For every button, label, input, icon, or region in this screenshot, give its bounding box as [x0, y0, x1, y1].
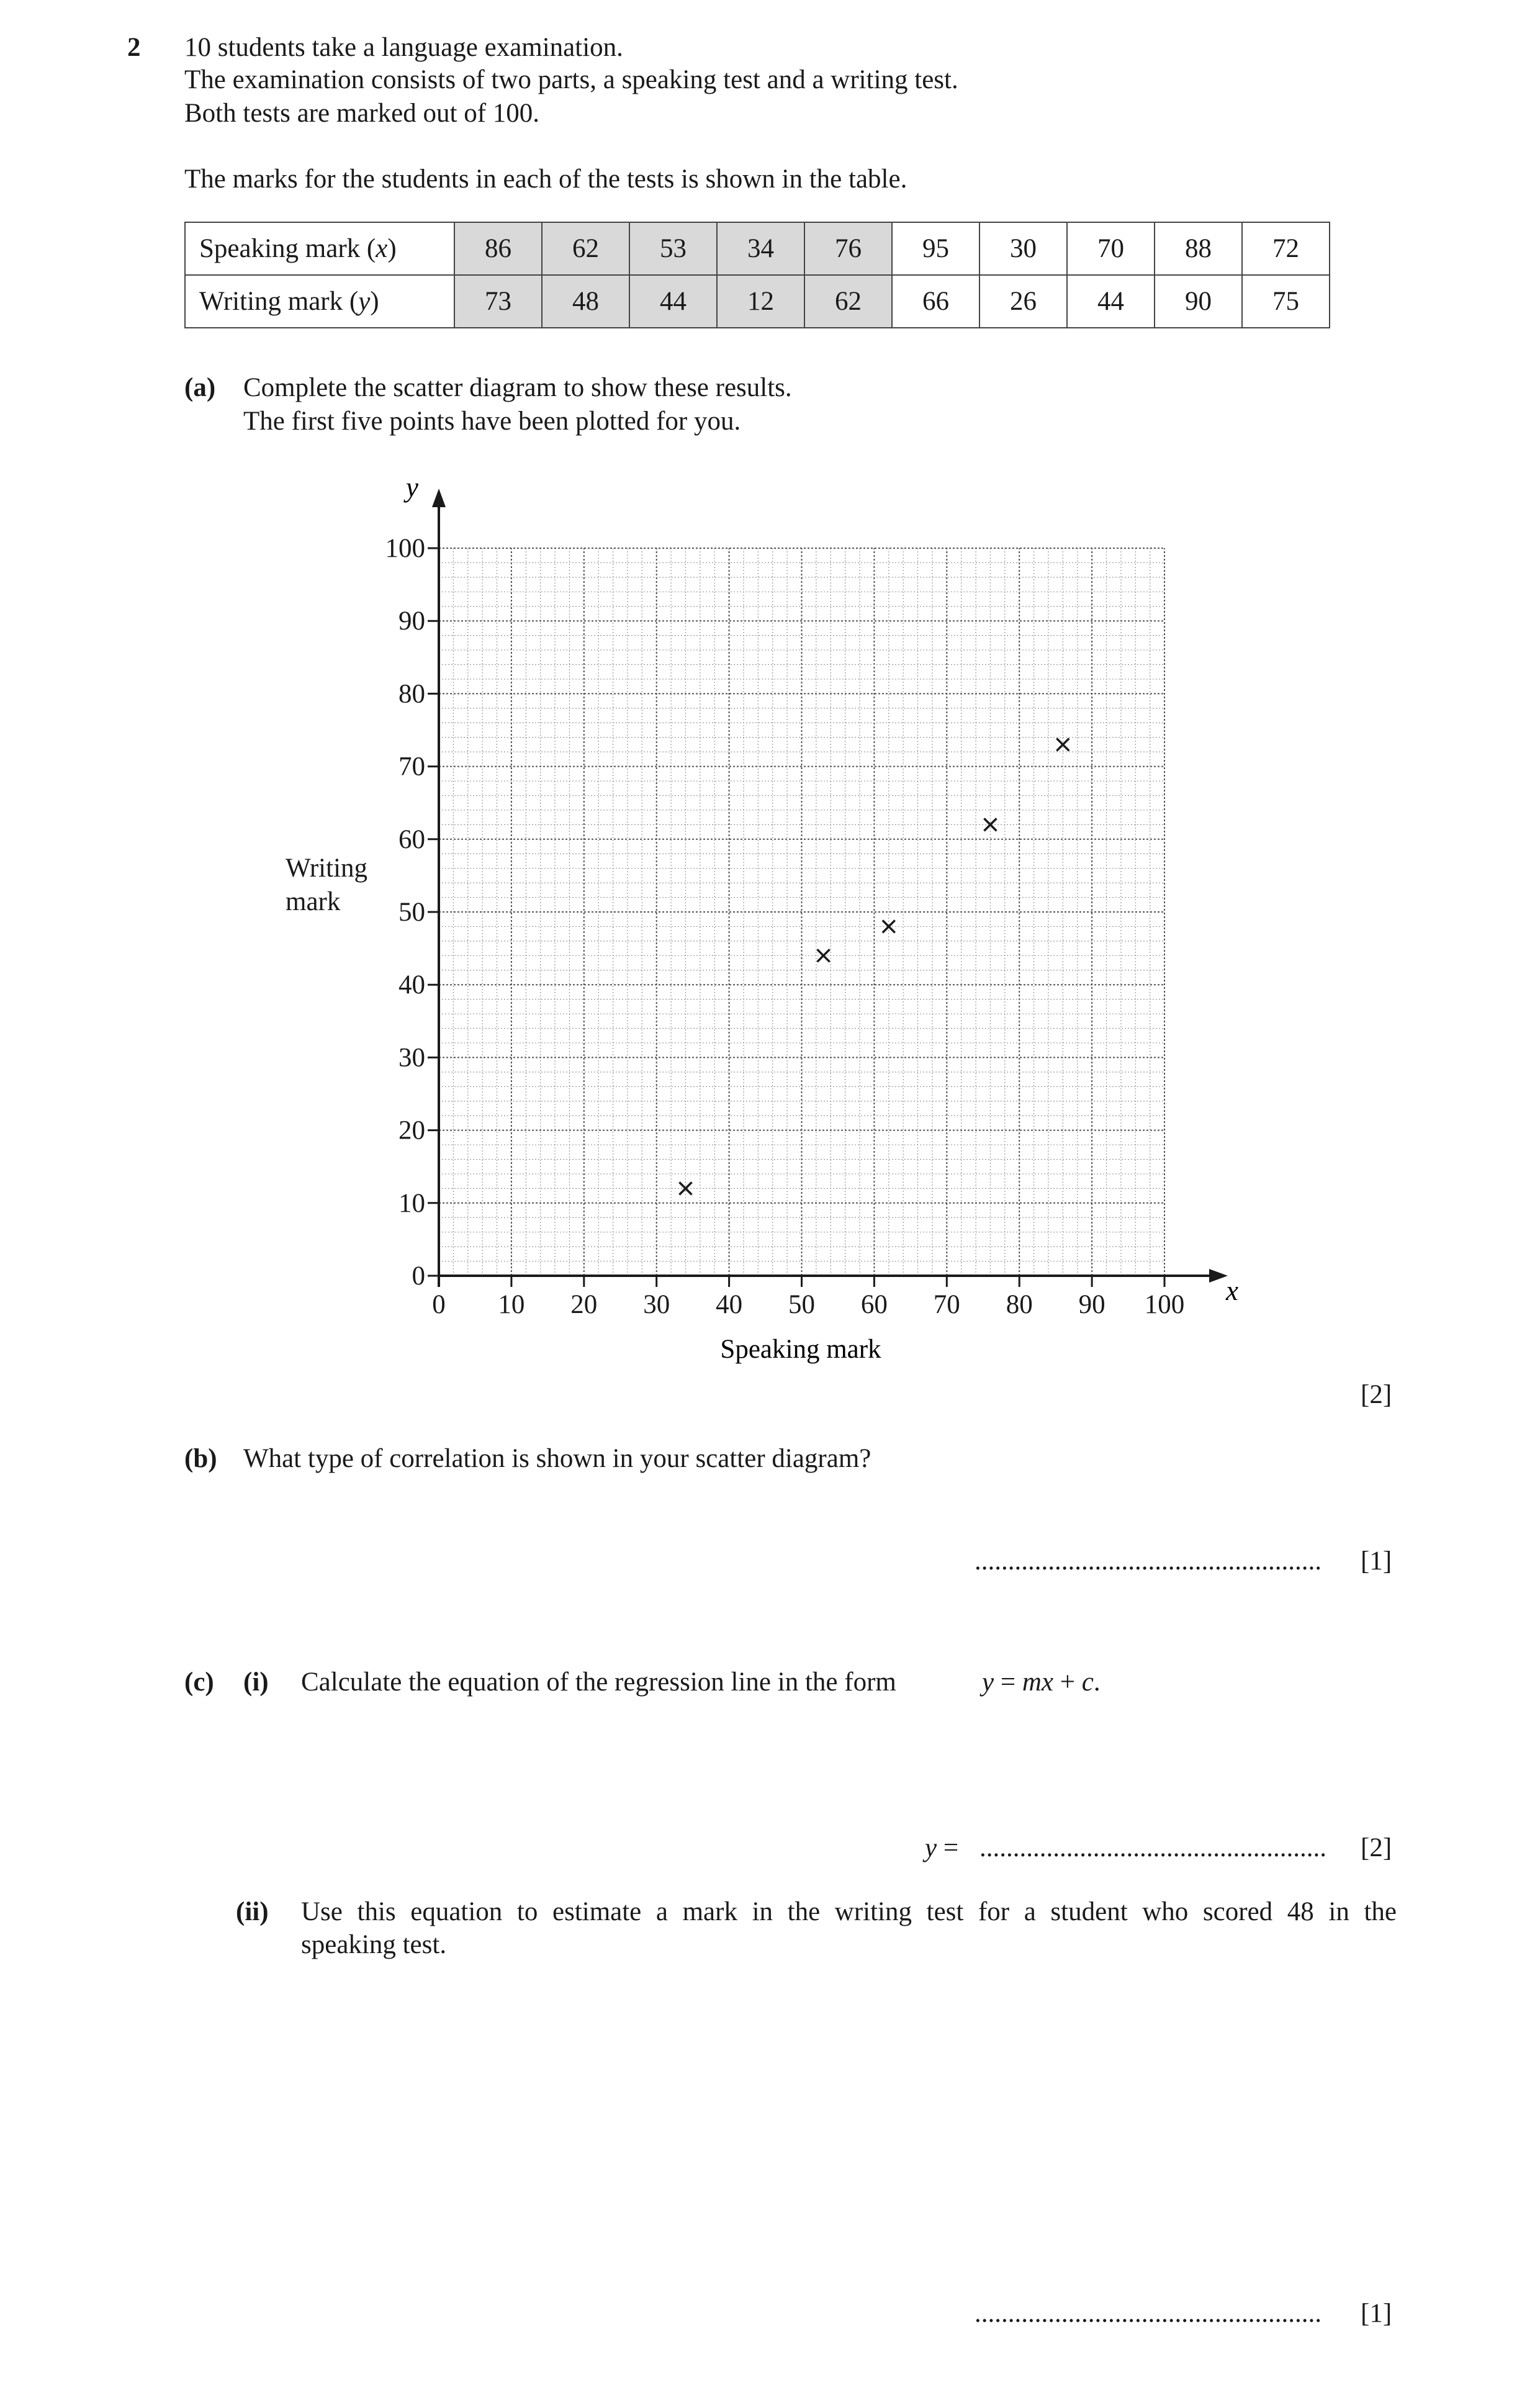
table-cell: 70: [1067, 222, 1155, 275]
table-cell: 90: [1155, 275, 1242, 328]
part-c-i-question: Calculate the equation of the regression line in the form: [301, 1667, 896, 1697]
plotted-point: [1056, 738, 1069, 751]
part-c-ii-line-2: speaking test.: [301, 1930, 447, 1959]
table-cell: 53: [629, 222, 717, 275]
part-a-line-1: Complete the scatter diagram to show these results.: [243, 373, 792, 402]
intro-line-2: The examination consists of two parts, a speaking test and a writing test.: [184, 65, 958, 94]
part-b-answer-line[interactable]: ....................................................: [975, 1546, 1322, 1576]
x-tick-label: 80: [1006, 1290, 1033, 1319]
y-tick-label: 20: [399, 1116, 425, 1145]
y-tick-label: 80: [399, 679, 425, 709]
x-tick-label: 90: [1078, 1290, 1105, 1319]
part-a-line-2: The first five points have been plotted for you.: [243, 407, 741, 436]
y-tick-label: 30: [399, 1043, 425, 1073]
table-cell: 62: [804, 275, 892, 328]
x-tick-label: 20: [570, 1290, 598, 1319]
x-tick-label: 40: [716, 1290, 743, 1319]
y-axis-label-line-1: Writing: [286, 854, 368, 883]
x-tick-label: 30: [643, 1290, 670, 1319]
part-b-label: (b): [184, 1444, 217, 1473]
part-c-label: (c): [184, 1667, 214, 1697]
y-axis-arrow-icon: [432, 489, 446, 507]
x-axis-label: Speaking mark: [720, 1335, 881, 1364]
table-cell: 95: [892, 222, 979, 275]
table-cell: 12: [717, 275, 804, 328]
x-tick-label: 0: [432, 1290, 446, 1319]
y-tick-label: 90: [399, 607, 425, 636]
x-tick-label: 100: [1144, 1290, 1185, 1319]
x-tick-label: 50: [788, 1290, 815, 1319]
y-tick-label: 60: [399, 824, 425, 854]
part-c-ii-label: (ii): [236, 1897, 269, 1926]
table-header-speaking: Speaking mark (x): [185, 222, 454, 275]
x-axis-variable: x: [1226, 1275, 1238, 1306]
y-tick-label: 50: [399, 898, 425, 927]
table-cell: 66: [892, 275, 979, 328]
question-number: 2: [127, 33, 141, 62]
table-cell: 62: [542, 222, 629, 275]
x-tick-label: 60: [860, 1290, 888, 1319]
table-cell: 44: [1067, 275, 1155, 328]
table-cell: 30: [979, 222, 1067, 275]
x-axis-arrow-icon: [1209, 1269, 1228, 1283]
x-tick-label: 70: [933, 1290, 960, 1319]
part-c-i-label: (i): [243, 1667, 269, 1697]
table-cell: 26: [979, 275, 1067, 328]
table-cell: 34: [717, 222, 804, 275]
part-c-ii-line-1: Use this equation to estimate a mark in the writing test for a student who scored 48 in the: [301, 1897, 1397, 1926]
y-tick-label: 10: [399, 1188, 425, 1218]
table-cell: 86: [454, 222, 542, 275]
table-cell: 73: [454, 275, 542, 328]
regression-form: y = mx + c.: [982, 1667, 1101, 1697]
y-tick-label: 70: [399, 752, 425, 782]
y-tick-label: 40: [399, 970, 425, 1000]
part-c-i-marks: [2]: [1361, 1833, 1392, 1862]
intro-line-1: 10 students take a language examination.: [184, 33, 623, 62]
x-tick-label: 10: [498, 1290, 525, 1319]
part-a-label: (a): [184, 373, 216, 402]
table-cell: 72: [1242, 222, 1330, 275]
table-intro: The marks for the students in each of the tests is shown in the table.: [184, 165, 907, 194]
part-c-i-answer-prefix: y =: [925, 1833, 959, 1862]
table-cell: 76: [804, 222, 892, 275]
y-axis-label-line-2: mark: [286, 887, 341, 916]
y-axis-variable: y: [406, 472, 418, 503]
part-c-ii-answer-line[interactable]: ....................................................: [975, 2299, 1322, 2328]
part-a-marks: [2]: [1361, 1380, 1392, 1409]
table-cell: 44: [629, 275, 717, 328]
y-tick-label: 0: [412, 1261, 425, 1291]
table-cell: 88: [1155, 222, 1242, 275]
y-tick-label: 100: [385, 534, 425, 563]
part-c-i-answer-line[interactable]: ....................................................: [979, 1833, 1326, 1862]
part-b-question: What type of correlation is shown in your scatter diagram?: [243, 1444, 871, 1473]
part-c-ii-marks: [1]: [1361, 2299, 1392, 2328]
table-cell: 48: [542, 275, 629, 328]
table-header-writing: Writing mark (y): [185, 275, 454, 328]
part-b-marks: [1]: [1361, 1546, 1392, 1576]
intro-line-3: Both tests are marked out of 100.: [184, 99, 540, 128]
table-cell: 75: [1242, 275, 1330, 328]
